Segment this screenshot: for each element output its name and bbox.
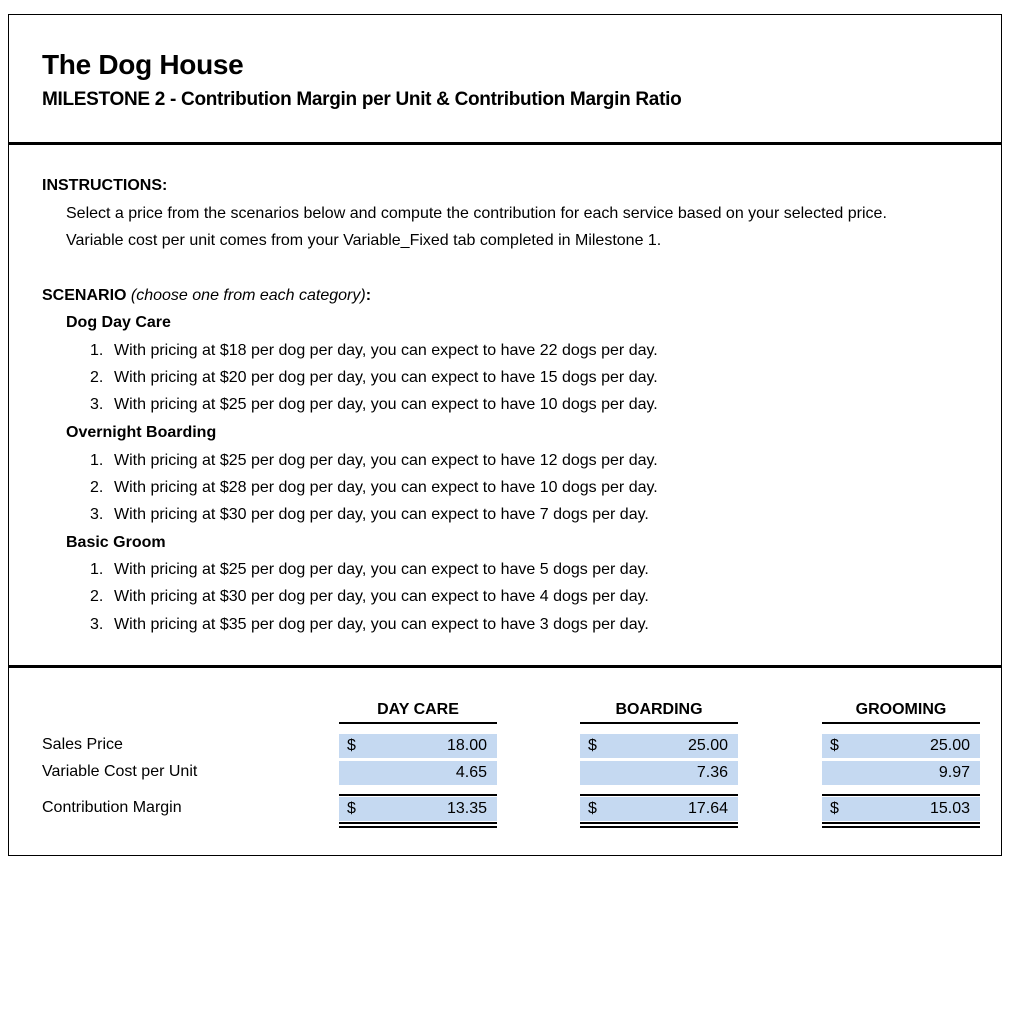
day-care-contribution-cell [339, 797, 497, 821]
cell-value: 15.03 [929, 800, 970, 817]
header-underline [339, 722, 497, 724]
list-item: 2. With pricing at $20 per dog per day, you can expect to have 15 dogs per day. [90, 369, 658, 386]
instructions-heading: INSTRUCTIONS: [42, 177, 168, 194]
worksheet [8, 14, 1002, 856]
instructions-line-1: Select a price from the scenarios below and compute the contribution for each service based on your selected price. [66, 205, 887, 222]
list-item: 1. With pricing at $18 per dog per day, you can expect to have 22 dogs per day. [90, 342, 658, 359]
row-label-sales-price: Sales Price [42, 736, 123, 753]
scenario-note: (choose one from each category) [130, 287, 366, 304]
list-item: 1. With pricing at $25 per dog per day, you can expect to have 5 dogs per day. [90, 561, 649, 578]
page-title: The Dog House [42, 49, 244, 80]
page-subtitle: MILESTONE 2 - Contribution Margin per Unit & Contribution Margin Ratio [42, 89, 682, 110]
list-item: 3. With pricing at $25 per dog per day, you can expect to have 10 dogs per day. [90, 396, 658, 413]
currency-symbol: $ [588, 800, 597, 817]
list-item: 2. With pricing at $28 per dog per day, you can expect to have 10 dogs per day. [90, 479, 658, 496]
currency-symbol: $ [830, 800, 839, 817]
currency-symbol: $ [347, 800, 356, 817]
column-header-grooming: GROOMING [855, 701, 947, 718]
currency-symbol: $ [347, 737, 356, 754]
cell-value: 9.97 [938, 764, 970, 781]
scenario-heading [42, 287, 371, 305]
table-divider [9, 665, 1001, 668]
cell-value: 13.35 [446, 800, 487, 817]
category-dog-day-care: Dog Day Care [66, 314, 171, 331]
boarding-variable-cost-cell [580, 761, 738, 785]
grooming-variable-cost-cell [822, 761, 980, 785]
boarding-contribution-cell [580, 797, 738, 821]
header-underline [822, 722, 980, 724]
scenario-colon: : [365, 287, 372, 304]
row-label-contribution-margin: Contribution Margin [42, 799, 182, 816]
currency-symbol: $ [588, 737, 597, 754]
row-label-variable-cost: Variable Cost per Unit [42, 763, 198, 780]
cell-value: 25.00 [687, 737, 728, 754]
cell-value: 18.00 [446, 737, 487, 754]
list-item: 3. With pricing at $30 per dog per day, you can expect to have 7 dogs per day. [90, 506, 649, 523]
currency-symbol: $ [830, 737, 839, 754]
column-header-day-care: DAY CARE [377, 701, 459, 718]
header-divider [9, 142, 1001, 145]
boarding-sales-price-cell [580, 734, 738, 758]
header-underline [580, 722, 738, 724]
cell-value: 25.00 [929, 737, 970, 754]
scenario-label: SCENARIO [42, 287, 127, 304]
category-overnight-boarding: Overnight Boarding [66, 424, 217, 441]
day-care-sales-price-cell [339, 734, 497, 758]
day-care-variable-cost-cell [339, 761, 497, 785]
grooming-contribution-cell [822, 797, 980, 821]
cell-value: 17.64 [687, 800, 728, 817]
grooming-sales-price-cell [822, 734, 980, 758]
list-item: 1. With pricing at $25 per dog per day, you can expect to have 12 dogs per day. [90, 452, 658, 469]
column-header-boarding: BOARDING [615, 701, 703, 718]
cell-value: 7.36 [696, 764, 728, 781]
list-item: 3. With pricing at $35 per dog per day, you can expect to have 3 dogs per day. [90, 616, 649, 633]
list-item: 2. With pricing at $30 per dog per day, you can expect to have 4 dogs per day. [90, 588, 649, 605]
cell-value: 4.65 [455, 764, 487, 781]
instructions-line-2: Variable cost per unit comes from your Variable_Fixed tab completed in Milestone 1. [66, 232, 662, 249]
category-basic-groom: Basic Groom [66, 534, 166, 551]
